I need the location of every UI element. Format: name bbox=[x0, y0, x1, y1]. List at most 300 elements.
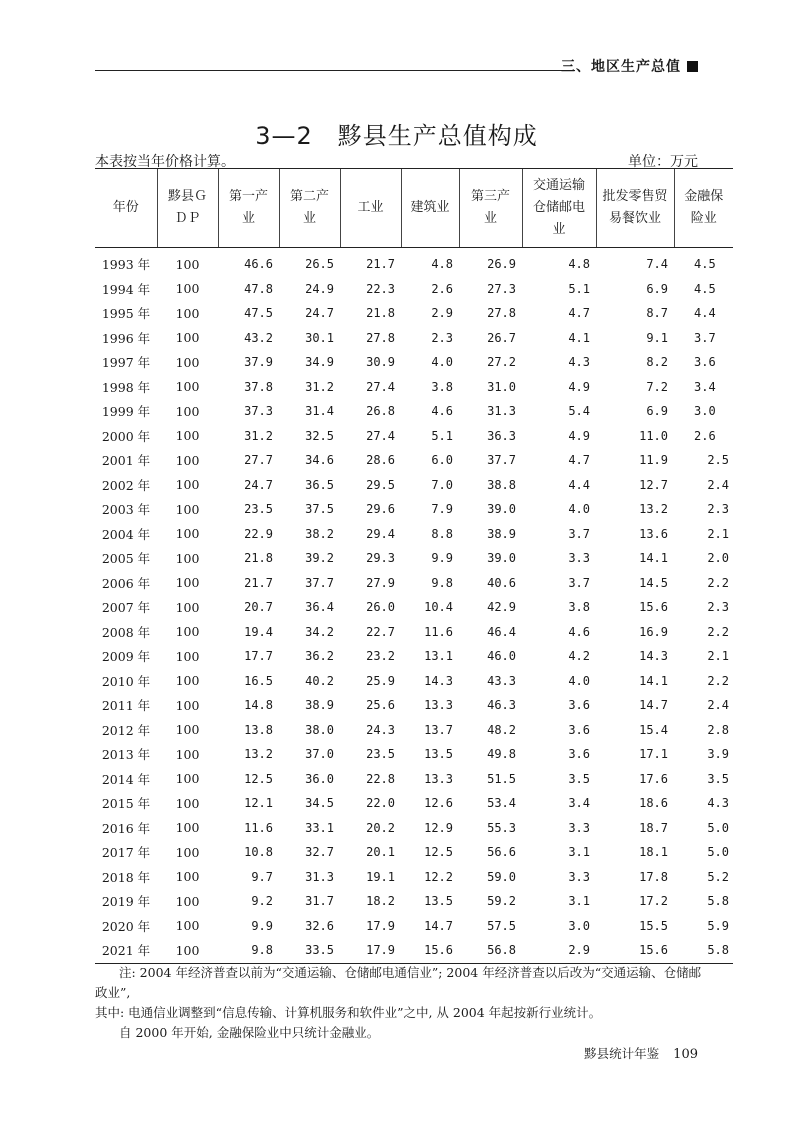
gdp-cell: 100 bbox=[175, 844, 200, 860]
primary-cell: 24.7 bbox=[244, 477, 273, 492]
finance-cell: 2.1 bbox=[707, 526, 729, 541]
secondary-cell: 34.2 bbox=[305, 624, 334, 639]
finance-cell: 4.5 bbox=[694, 257, 716, 272]
trade-cell: 7.4 bbox=[646, 257, 668, 272]
construction-cell: 13.3 bbox=[424, 771, 453, 786]
transport-cell: 4.9 bbox=[568, 379, 590, 394]
tertiary-cell: 36.3 bbox=[487, 428, 516, 443]
construction-cell: 9.8 bbox=[431, 575, 453, 590]
table-body bbox=[95, 248, 733, 964]
primary-cell: 27.7 bbox=[244, 453, 273, 468]
transport-cell: 4.2 bbox=[568, 649, 590, 664]
finance-cell: 2.2 bbox=[707, 673, 729, 688]
primary-cell: 11.6 bbox=[244, 820, 273, 835]
construction-cell: 4.0 bbox=[431, 355, 453, 370]
transport-cell: 4.8 bbox=[568, 257, 590, 272]
construction-cell: 2.6 bbox=[431, 281, 453, 296]
trade-cell: 6.9 bbox=[646, 281, 668, 296]
tertiary-cell: 38.8 bbox=[487, 477, 516, 492]
year-cell: 2013 年 bbox=[101, 747, 151, 763]
footnote-line: 自 2000 年开始, 金融保险业中只统计金融业。 bbox=[119, 1025, 380, 1040]
year-cell: 2006 年 bbox=[101, 575, 151, 591]
primary-cell: 23.5 bbox=[244, 502, 273, 517]
gdp-cell: 100 bbox=[175, 697, 200, 713]
trade-cell: 18.6 bbox=[639, 796, 668, 811]
gdp-cell: 100 bbox=[175, 746, 200, 762]
book-title: 黟县统计年鉴 bbox=[584, 1046, 660, 1061]
col-header-transport: 交通运输仓储邮电业 bbox=[522, 169, 596, 248]
construction-cell: 7.0 bbox=[431, 477, 453, 492]
gdp-cell: 100 bbox=[157, 938, 218, 963]
industry-cell: 22.0 bbox=[366, 796, 395, 811]
gdp-structure-table bbox=[95, 168, 733, 964]
square-marker-icon bbox=[687, 61, 698, 72]
finance-cell: 3.4 bbox=[694, 379, 716, 394]
year-cell: 2016 年 bbox=[101, 820, 151, 836]
col-header-trade: 批发零售贸易餐饮业 bbox=[596, 169, 674, 248]
primary-cell: 46.6 bbox=[244, 257, 273, 272]
secondary-cell: 31.3 bbox=[305, 869, 334, 884]
industry-cell: 27.4 bbox=[366, 379, 395, 394]
year-cell: 2004 年 bbox=[101, 526, 151, 542]
finance-cell: 4.4 bbox=[694, 306, 716, 321]
year-cell: 2008 年 bbox=[101, 624, 151, 640]
finance-cell: 4.3 bbox=[707, 796, 729, 811]
finance-cell: 3.5 bbox=[707, 771, 729, 786]
transport-cell: 4.6 bbox=[568, 624, 590, 639]
secondary-cell: 31.7 bbox=[305, 894, 334, 909]
construction-cell: 5.1 bbox=[431, 428, 453, 443]
footnotes bbox=[95, 963, 705, 1043]
col-header-gdp: 黟县ＧＤＰ bbox=[157, 169, 218, 248]
year-cell: 2011 年 bbox=[101, 698, 151, 714]
year-cell: 1993 年 bbox=[101, 257, 151, 273]
secondary-cell: 24.7 bbox=[305, 306, 334, 321]
transport-cell: 3.6 bbox=[568, 747, 590, 762]
trade-cell: 14.5 bbox=[639, 575, 668, 590]
secondary-cell: 38.9 bbox=[305, 698, 334, 713]
tertiary-cell: 39.0 bbox=[487, 551, 516, 566]
construction-cell: 14.7 bbox=[424, 918, 453, 933]
gdp-cell: 100 bbox=[175, 354, 200, 370]
table-row bbox=[95, 620, 733, 645]
primary-cell: 21.8 bbox=[244, 551, 273, 566]
industry-cell: 22.8 bbox=[366, 771, 395, 786]
tertiary-cell: 59.0 bbox=[487, 869, 516, 884]
gdp-cell: 100 bbox=[175, 330, 200, 346]
tertiary-cell: 57.5 bbox=[487, 918, 516, 933]
gdp-cell: 100 bbox=[175, 795, 200, 811]
gdp-cell: 100 bbox=[175, 379, 200, 395]
tertiary-cell: 38.9 bbox=[487, 526, 516, 541]
finance-cell: 2.4 bbox=[707, 477, 729, 492]
secondary-cell: 36.0 bbox=[305, 771, 334, 786]
finance-cell: 2.0 bbox=[707, 551, 729, 566]
year-cell: 1997 年 bbox=[101, 355, 151, 371]
secondary-cell: 32.5 bbox=[305, 428, 334, 443]
tertiary-cell: 27.8 bbox=[487, 306, 516, 321]
table-row bbox=[95, 669, 733, 694]
gdp-cell: 100 bbox=[175, 281, 200, 297]
secondary-cell: 32.6 bbox=[305, 918, 334, 933]
finance-cell: 3.9 bbox=[707, 747, 729, 762]
year-cell: 2007 年 bbox=[101, 600, 151, 616]
construction-cell: 13.5 bbox=[424, 894, 453, 909]
gdp-cell: 100 bbox=[175, 428, 200, 444]
trade-cell: 6.9 bbox=[646, 404, 668, 419]
transport-cell: 3.8 bbox=[568, 600, 590, 615]
transport-cell: 3.6 bbox=[568, 722, 590, 737]
table-row bbox=[95, 718, 733, 743]
secondary-cell: 36.5 bbox=[305, 477, 334, 492]
tertiary-cell: 26.9 bbox=[487, 257, 516, 272]
transport-cell: 3.1 bbox=[568, 894, 590, 909]
transport-cell: 3.1 bbox=[568, 845, 590, 860]
industry-cell: 23.5 bbox=[366, 747, 395, 762]
col-header-industry: 工业 bbox=[340, 169, 401, 248]
finance-cell: 5.2 bbox=[707, 869, 729, 884]
trade-cell: 13.2 bbox=[639, 502, 668, 517]
construction-cell: 4.6 bbox=[431, 404, 453, 419]
transport-cell: 2.9 bbox=[522, 938, 596, 963]
construction-cell: 4.8 bbox=[431, 257, 453, 272]
primary-cell: 47.5 bbox=[244, 306, 273, 321]
secondary-cell: 36.2 bbox=[305, 649, 334, 664]
gdp-cell: 100 bbox=[175, 771, 200, 787]
finance-cell: 2.5 bbox=[707, 453, 729, 468]
year-cell: 2019 年 bbox=[101, 894, 151, 910]
trade-cell: 17.2 bbox=[639, 894, 668, 909]
construction-cell: 13.5 bbox=[424, 747, 453, 762]
industry-cell: 29.3 bbox=[366, 551, 395, 566]
tertiary-cell: 42.9 bbox=[487, 600, 516, 615]
transport-cell: 4.7 bbox=[568, 453, 590, 468]
primary-cell: 9.8 bbox=[218, 938, 279, 963]
table-row bbox=[95, 350, 733, 375]
construction-cell: 2.9 bbox=[431, 306, 453, 321]
section-header bbox=[561, 56, 698, 76]
transport-cell: 3.3 bbox=[568, 869, 590, 884]
table-row bbox=[95, 816, 733, 841]
trade-cell: 14.7 bbox=[639, 698, 668, 713]
primary-cell: 37.9 bbox=[244, 355, 273, 370]
finance-cell: 3.7 bbox=[694, 330, 716, 345]
secondary-cell: 37.7 bbox=[305, 575, 334, 590]
finance-cell: 3.0 bbox=[694, 404, 716, 419]
finance-cell: 2.2 bbox=[707, 624, 729, 639]
trade-cell: 8.2 bbox=[646, 355, 668, 370]
industry-cell: 28.6 bbox=[366, 453, 395, 468]
tertiary-cell: 56.6 bbox=[487, 845, 516, 860]
primary-cell: 13.8 bbox=[244, 722, 273, 737]
transport-cell: 3.7 bbox=[568, 526, 590, 541]
construction-cell: 13.3 bbox=[424, 698, 453, 713]
gdp-cell: 100 bbox=[175, 452, 200, 468]
construction-cell: 10.4 bbox=[424, 600, 453, 615]
finance-cell: 2.8 bbox=[707, 722, 729, 737]
construction-cell: 11.6 bbox=[424, 624, 453, 639]
col-header-year: 年份 bbox=[95, 169, 157, 248]
industry-cell: 25.9 bbox=[366, 673, 395, 688]
industry-cell: 22.3 bbox=[366, 281, 395, 296]
table-row bbox=[95, 693, 733, 718]
trade-cell: 14.1 bbox=[639, 673, 668, 688]
construction-cell: 9.9 bbox=[431, 551, 453, 566]
finance-cell: 5.8 bbox=[707, 894, 729, 909]
secondary-cell: 34.5 bbox=[305, 796, 334, 811]
year-cell: 2015 年 bbox=[101, 796, 151, 812]
year-cell: 2021 年 bbox=[95, 938, 157, 963]
secondary-cell: 26.5 bbox=[305, 257, 334, 272]
industry-cell: 27.8 bbox=[366, 330, 395, 345]
trade-cell: 11.0 bbox=[639, 428, 668, 443]
transport-cell: 5.1 bbox=[568, 281, 590, 296]
table-row bbox=[95, 644, 733, 669]
table-row bbox=[95, 399, 733, 424]
primary-cell: 20.7 bbox=[244, 600, 273, 615]
col-header-construction: 建筑业 bbox=[401, 169, 459, 248]
trade-cell: 7.2 bbox=[646, 379, 668, 394]
trade-cell: 18.7 bbox=[639, 820, 668, 835]
finance-cell: 2.3 bbox=[707, 600, 729, 615]
table-row bbox=[95, 326, 733, 351]
construction-cell: 13.7 bbox=[424, 722, 453, 737]
trade-cell: 17.1 bbox=[639, 747, 668, 762]
tertiary-cell: 46.4 bbox=[487, 624, 516, 639]
transport-cell: 4.0 bbox=[568, 502, 590, 517]
industry-cell: 29.4 bbox=[366, 526, 395, 541]
transport-cell: 3.7 bbox=[568, 575, 590, 590]
secondary-cell: 37.0 bbox=[305, 747, 334, 762]
table-row bbox=[95, 301, 733, 326]
industry-cell: 21.7 bbox=[366, 257, 395, 272]
table-row bbox=[95, 248, 733, 277]
table-row bbox=[95, 375, 733, 400]
year-cell: 2020 年 bbox=[101, 918, 151, 934]
secondary-cell: 34.9 bbox=[305, 355, 334, 370]
tertiary-cell: 49.8 bbox=[487, 747, 516, 762]
secondary-cell: 38.2 bbox=[305, 526, 334, 541]
table-row bbox=[95, 889, 733, 914]
trade-cell: 15.6 bbox=[639, 600, 668, 615]
industry-cell: 24.3 bbox=[366, 722, 395, 737]
secondary-cell: 40.2 bbox=[305, 673, 334, 688]
transport-cell: 4.4 bbox=[568, 477, 590, 492]
table-row bbox=[95, 767, 733, 792]
construction-cell: 6.0 bbox=[431, 453, 453, 468]
tertiary-cell: 53.4 bbox=[487, 796, 516, 811]
year-cell: 1998 年 bbox=[101, 379, 151, 395]
industry-cell: 19.1 bbox=[366, 869, 395, 884]
industry-cell: 29.6 bbox=[366, 502, 395, 517]
secondary-cell: 31.4 bbox=[305, 404, 334, 419]
trade-cell: 11.9 bbox=[639, 453, 668, 468]
finance-cell: 4.5 bbox=[694, 281, 716, 296]
table-row bbox=[95, 938, 733, 963]
primary-cell: 13.2 bbox=[244, 747, 273, 762]
tertiary-cell: 31.0 bbox=[487, 379, 516, 394]
finance-cell: 2.2 bbox=[707, 575, 729, 590]
year-cell: 2002 年 bbox=[101, 477, 151, 493]
tertiary-cell: 46.3 bbox=[487, 698, 516, 713]
finance-cell: 3.6 bbox=[694, 355, 716, 370]
trade-cell: 15.5 bbox=[639, 918, 668, 933]
primary-cell: 9.7 bbox=[251, 869, 273, 884]
gdp-cell: 100 bbox=[175, 305, 200, 321]
year-cell: 2005 年 bbox=[101, 551, 151, 567]
construction-cell: 12.5 bbox=[424, 845, 453, 860]
gdp-cell: 100 bbox=[175, 599, 200, 615]
trade-cell: 15.4 bbox=[639, 722, 668, 737]
industry-cell: 21.8 bbox=[366, 306, 395, 321]
transport-cell: 4.0 bbox=[568, 673, 590, 688]
year-cell: 2003 年 bbox=[101, 502, 151, 518]
gdp-cell: 100 bbox=[175, 256, 200, 272]
transport-cell: 5.4 bbox=[568, 404, 590, 419]
trade-cell: 9.1 bbox=[646, 330, 668, 345]
tertiary-cell: 56.8 bbox=[459, 938, 522, 963]
year-cell: 2009 年 bbox=[101, 649, 151, 665]
construction-cell: 12.6 bbox=[424, 796, 453, 811]
price-basis-note: 本表按当年价格计算。 bbox=[95, 154, 235, 170]
page-number: 109 bbox=[673, 1047, 698, 1062]
primary-cell: 10.8 bbox=[244, 845, 273, 860]
year-cell: 2000 年 bbox=[101, 428, 151, 444]
year-cell: 2012 年 bbox=[101, 722, 151, 738]
transport-cell: 3.5 bbox=[568, 771, 590, 786]
primary-cell: 17.7 bbox=[244, 649, 273, 664]
page-title: 3—2 黟县生产总值构成 bbox=[255, 122, 538, 150]
gdp-cell: 100 bbox=[175, 526, 200, 542]
secondary-cell: 31.2 bbox=[305, 379, 334, 394]
gdp-cell: 100 bbox=[175, 820, 200, 836]
gdp-cell: 100 bbox=[175, 403, 200, 419]
primary-cell: 31.2 bbox=[244, 428, 273, 443]
gdp-cell: 100 bbox=[175, 918, 200, 934]
primary-cell: 16.5 bbox=[244, 673, 273, 688]
gdp-cell: 100 bbox=[175, 550, 200, 566]
year-cell: 2014 年 bbox=[101, 771, 151, 787]
table-row bbox=[95, 791, 733, 816]
trade-cell: 14.3 bbox=[639, 649, 668, 664]
section-label: 三、地区生产总值 bbox=[561, 59, 681, 75]
finance-cell: 5.8 bbox=[674, 938, 733, 963]
secondary-cell: 34.6 bbox=[305, 453, 334, 468]
industry-cell: 17.9 bbox=[340, 938, 401, 963]
construction-cell: 8.8 bbox=[431, 526, 453, 541]
col-header-secondary: 第二产业 bbox=[279, 169, 340, 248]
tertiary-cell: 51.5 bbox=[487, 771, 516, 786]
transport-cell: 4.1 bbox=[568, 330, 590, 345]
construction-cell: 12.2 bbox=[424, 869, 453, 884]
secondary-cell: 33.1 bbox=[305, 820, 334, 835]
transport-cell: 3.3 bbox=[568, 820, 590, 835]
finance-cell: 5.0 bbox=[707, 845, 729, 860]
gdp-cell: 100 bbox=[175, 869, 200, 885]
finance-cell: 2.6 bbox=[694, 428, 716, 443]
page-footer bbox=[584, 1044, 698, 1062]
primary-cell: 12.5 bbox=[244, 771, 273, 786]
tertiary-cell: 39.0 bbox=[487, 502, 516, 517]
tertiary-cell: 46.0 bbox=[487, 649, 516, 664]
table-row bbox=[95, 546, 733, 571]
industry-cell: 20.1 bbox=[366, 845, 395, 860]
primary-cell: 47.8 bbox=[244, 281, 273, 296]
industry-cell: 17.9 bbox=[366, 918, 395, 933]
table-row bbox=[95, 424, 733, 449]
finance-cell: 5.9 bbox=[707, 918, 729, 933]
tertiary-cell: 26.7 bbox=[487, 330, 516, 345]
industry-cell: 26.8 bbox=[366, 404, 395, 419]
col-header-finance: 金融保险业 bbox=[674, 169, 733, 248]
industry-cell: 18.2 bbox=[366, 894, 395, 909]
primary-cell: 12.1 bbox=[244, 796, 273, 811]
gdp-cell: 100 bbox=[175, 893, 200, 909]
year-cell: 2001 年 bbox=[101, 453, 151, 469]
industry-cell: 30.9 bbox=[366, 355, 395, 370]
table-row bbox=[95, 522, 733, 547]
secondary-cell: 38.0 bbox=[305, 722, 334, 737]
year-cell: 1999 年 bbox=[101, 404, 151, 420]
trade-cell: 13.6 bbox=[639, 526, 668, 541]
industry-cell: 29.5 bbox=[366, 477, 395, 492]
construction-cell: 14.3 bbox=[424, 673, 453, 688]
footnote-line: 注: 2004 年经济普查以前为“交通运输、仓储邮电通信业”; 2004 年经济普查以后改为“交通运输、仓储邮政业”, bbox=[95, 965, 702, 1000]
primary-cell: 9.2 bbox=[251, 894, 273, 909]
table-row bbox=[95, 742, 733, 767]
trade-cell: 17.6 bbox=[639, 771, 668, 786]
industry-cell: 25.6 bbox=[366, 698, 395, 713]
tertiary-cell: 27.2 bbox=[487, 355, 516, 370]
secondary-cell: 37.5 bbox=[305, 502, 334, 517]
tertiary-cell: 55.3 bbox=[487, 820, 516, 835]
secondary-cell: 32.7 bbox=[305, 845, 334, 860]
transport-cell: 4.7 bbox=[568, 306, 590, 321]
finance-cell: 2.1 bbox=[707, 649, 729, 664]
finance-cell: 5.0 bbox=[707, 820, 729, 835]
year-cell: 2010 年 bbox=[101, 673, 151, 689]
construction-cell: 7.9 bbox=[431, 502, 453, 517]
industry-cell: 26.0 bbox=[366, 600, 395, 615]
unit-note: 单位：万元 bbox=[628, 154, 698, 170]
primary-cell: 37.3 bbox=[244, 404, 273, 419]
gdp-cell: 100 bbox=[175, 477, 200, 493]
secondary-cell: 30.1 bbox=[305, 330, 334, 345]
gdp-cell: 100 bbox=[175, 648, 200, 664]
year-cell: 1995 年 bbox=[101, 306, 151, 322]
transport-cell: 4.9 bbox=[568, 428, 590, 443]
trade-cell: 14.1 bbox=[639, 551, 668, 566]
gdp-cell: 100 bbox=[175, 501, 200, 517]
gdp-cell: 100 bbox=[175, 722, 200, 738]
tertiary-cell: 40.6 bbox=[487, 575, 516, 590]
gdp-cell: 100 bbox=[175, 624, 200, 640]
trade-cell: 15.6 bbox=[596, 938, 674, 963]
tertiary-cell: 27.3 bbox=[487, 281, 516, 296]
table-header-row bbox=[95, 169, 733, 248]
tertiary-cell: 43.3 bbox=[487, 673, 516, 688]
transport-cell: 3.6 bbox=[568, 698, 590, 713]
trade-cell: 8.7 bbox=[646, 306, 668, 321]
secondary-cell: 24.9 bbox=[305, 281, 334, 296]
transport-cell: 3.4 bbox=[568, 796, 590, 811]
transport-cell: 4.3 bbox=[568, 355, 590, 370]
table-row bbox=[95, 497, 733, 522]
secondary-cell: 36.4 bbox=[305, 600, 334, 615]
header-rule bbox=[95, 70, 575, 71]
tertiary-cell: 31.3 bbox=[487, 404, 516, 419]
secondary-cell: 33.5 bbox=[279, 938, 340, 963]
